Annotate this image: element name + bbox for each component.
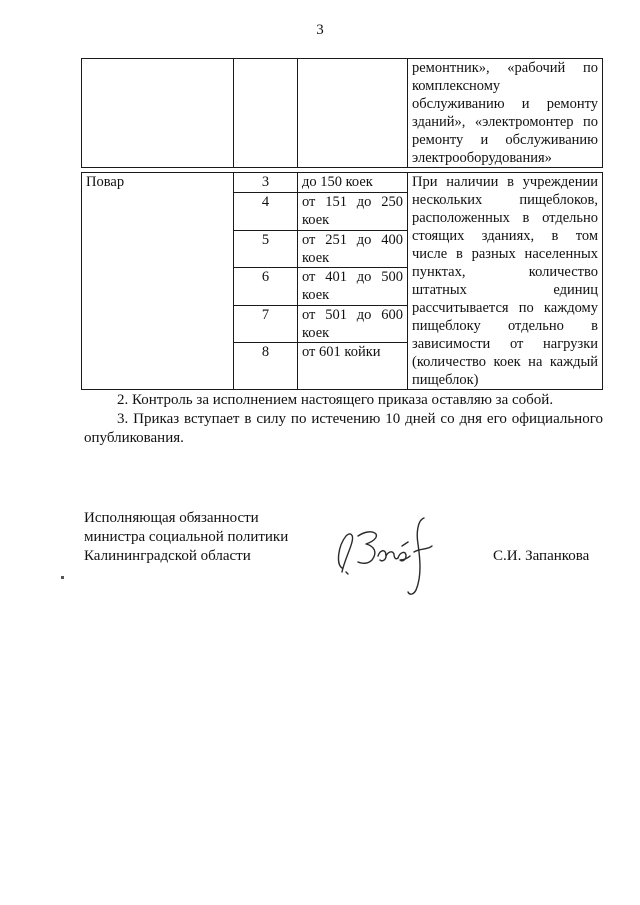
- table-cell-empty: [82, 59, 234, 168]
- table-cell-beds: от 251 до 400 коек: [298, 230, 408, 268]
- note-line: нескольких пищеблоков,: [412, 192, 598, 208]
- note-line: ремонту и обслуживанию: [412, 132, 598, 148]
- table-row: [82, 173, 603, 193]
- table-cell-number: 3: [234, 173, 298, 193]
- note-line: рассчитывается по каждому: [412, 300, 598, 316]
- note-line: пунктах, количество: [412, 264, 598, 280]
- table-cell-beds: от 501 до 600 коек: [298, 305, 408, 343]
- table-cell-empty: [234, 59, 298, 168]
- table-cell-note: [408, 59, 603, 168]
- table-continuation: [81, 58, 603, 168]
- note-line: комплексному: [412, 78, 501, 94]
- note-line: зависимости от нагрузки: [412, 336, 598, 352]
- note-line: обслуживанию и ремонту: [412, 96, 598, 112]
- paragraph-control: 2. Контроль за исполнением настоящего приказа оставляю за собой.: [117, 392, 554, 408]
- table-cell-beds: от 401 до 500 коек: [298, 268, 408, 306]
- note-line: При наличии в учреждении: [412, 174, 598, 190]
- table-cell-number: 7: [234, 305, 298, 343]
- table-cell-beds: от 601 койки: [298, 343, 408, 390]
- note-line: числе в разных населенных: [412, 246, 598, 262]
- paragraph-effective-date: 3. Приказ вступает в силу по истечению 10 дней со дня его официального опубликования.: [84, 411, 603, 446]
- handwritten-signature: [328, 506, 448, 606]
- note-line: пищеблоку отдельно в: [412, 318, 598, 334]
- signer-title-line: Калининградской области: [84, 548, 251, 564]
- scan-speck: [61, 576, 64, 579]
- table-cell-beds: до 150 коек: [298, 173, 408, 193]
- table-row: [82, 59, 603, 168]
- table-cell-number: 4: [234, 193, 298, 231]
- note-line: стоящих зданиях, в том: [412, 228, 598, 244]
- signer-title: [84, 509, 324, 566]
- signer-name: С.И. Запанкова: [493, 548, 590, 564]
- table-cell-number: 8: [234, 343, 298, 390]
- note-line: зданий», «электромонтер по: [412, 114, 598, 130]
- signer-title-line: министра социальной политики: [84, 529, 289, 545]
- table-cell-position: Повар: [82, 173, 234, 390]
- table-cell-number: 6: [234, 268, 298, 306]
- page-number: 3: [316, 22, 324, 38]
- note-line: расположенных в отдельно: [412, 210, 598, 226]
- table-cell-empty: [298, 59, 408, 168]
- signer-title-line: Исполняющая обязанности: [84, 510, 259, 526]
- note-line: пищеблок): [412, 372, 479, 388]
- note-line: ремонтник», «рабочий по: [412, 60, 598, 76]
- table-cell-beds: от 151 до 250 коек: [298, 193, 408, 231]
- note-line: штатных единиц: [412, 282, 598, 298]
- table-staffing: [81, 172, 603, 390]
- table-cell-number: 5: [234, 230, 298, 268]
- note-line: (количество коек на каждый: [412, 354, 598, 370]
- table-cell-note: [408, 173, 603, 390]
- note-line: электрооборудования»: [412, 150, 552, 166]
